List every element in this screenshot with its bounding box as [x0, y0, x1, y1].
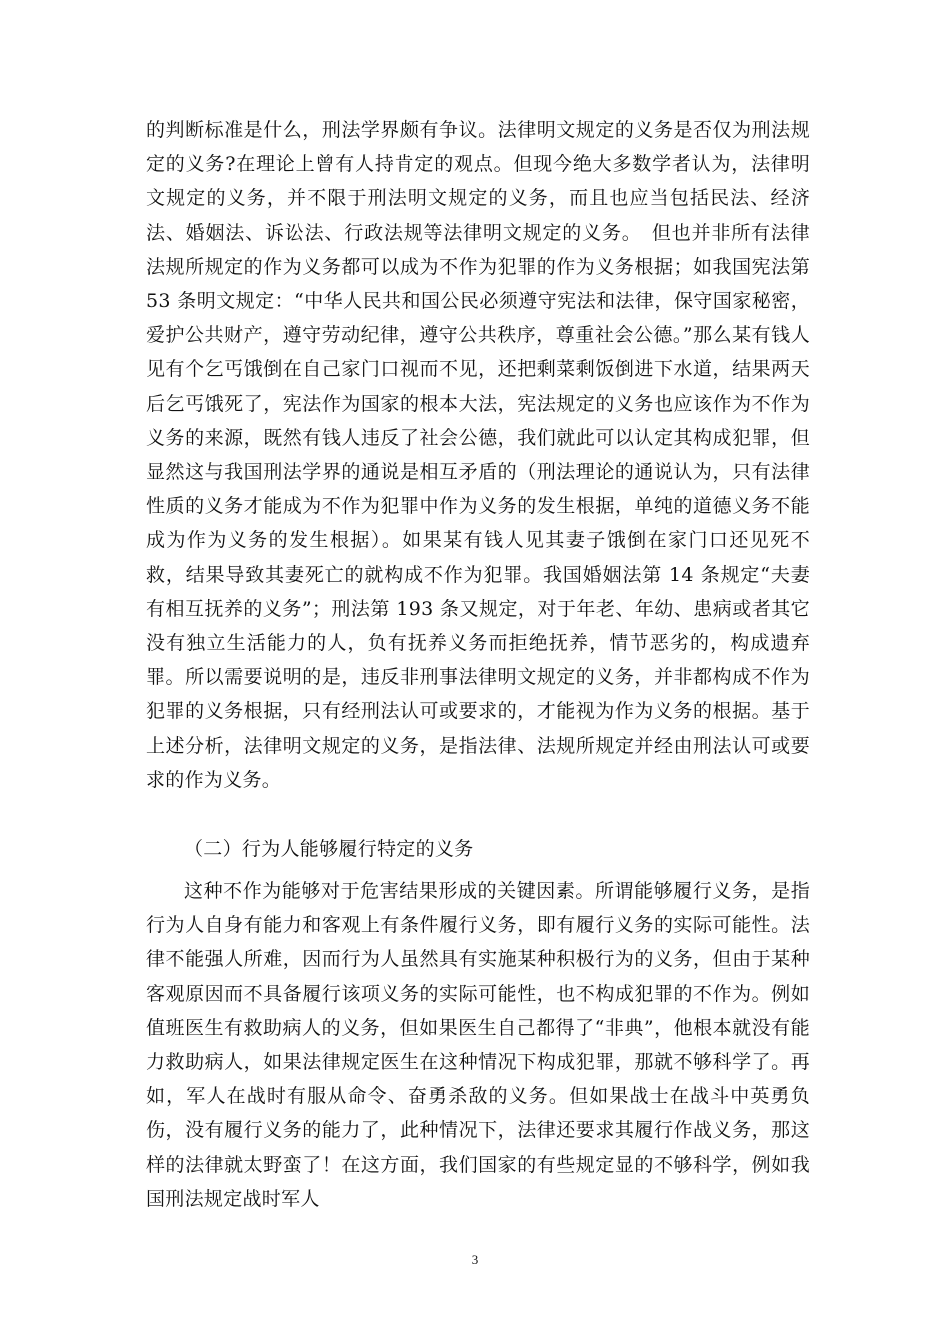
body-paragraph-legal-duty: 的判断标准是什么，刑法学界颇有争议。法律明文规定的义务是否仅为刑法规定的义务?在理论上曾有人持肯定的观点。但现今绝大多数学者认为，法律明文规定的义务，并不限于刑法明文规定的义务，而且也应当包括民法、经济法、婚姻法、诉讼法、行政法规等法律明文规定的义务。 但也并非所有法律法规所规定的作为义务都可以成为不作为犯罪的作为义务根据；如我国宪法第 53 条明文规定：“中华人民共和国公民必须遵守宪法和法律，保守国家秘密，爱护公共财产，遵守劳动纪律，遵守公共秩序，尊重社会公德。”那么某有钱人见有个乞丐饿倒在自己家门口视而不见，还把剩菜剩饭倒进下水道，结果两天后乞丐饿死了，宪法作为国家的根本大法，宪法规定的义务也应该作为不作为义务的来源，既然有钱人违反了社会公德，我们就此可以认定其构成犯罪，但显然这与我国刑法学界的通说是相互矛盾的（刑法理论的通说认为，只有法律性质的义务才能成为不作为犯罪中作为义务的发生根据，单纯的道德义务不能成为作为义务的发生根据）。如果某有钱人见其妻子饿倒在家门口还见死不救，结果导致其妻死亡的就构成不作为犯罪。我国婚姻法第 14 条规定“夫妻有相互抚养的义务”；刑法第 193 条又规定，对于年老、年幼、患病或者其它没有独立生活能力的人，负有抚养义务而拒绝抚养，情节恶劣的，构成遗弃罪。所以需要说明的是，违反非刑事法律明文规定的义务，并非都构成不作为犯罪的义务根据，只有经刑法认可或要求的，才能视为作为义务的根据。基于上述分析，法律明文规定的义务，是指法律、法规所规定并经由刑法认可或要求的作为义务。 [146, 119, 810, 791]
page-number: 3 [471, 1252, 479, 1267]
body-paragraph-ability-to-perform: 这种不作为能够对于危害结果形成的关键因素。所谓能够履行义务，是指行为人自身有能力和客观上有条件履行义务，即有履行义务的实际可能性。法律不能强人所难，因而行为人虽然具有实施某种积极行为的义务，但由于某种客观原因而不具备履行该项义务的实际可能性，也不构成犯罪的不作为。例如值班医生有救助病人的义务，但如果医生自己都得了“非典”，他根本就没有能力救助病人，如果法律规定医生在这种情况下构成犯罪，那就不够科学了。再如，军人在战时有服从命令、奋勇杀敌的义务。但如果战士在战斗中英勇负伤，没有履行义务的能力了，此种情况下，法律还要求其履行作战义务，那这样的法律就太野蛮了！在这方面，我们国家的有些规定显的不够科学，例如我国刑法规定战时军人 [146, 880, 810, 1210]
section-heading-ability-to-perform: （二）行为人能够履行特定的义务 [184, 838, 474, 860]
